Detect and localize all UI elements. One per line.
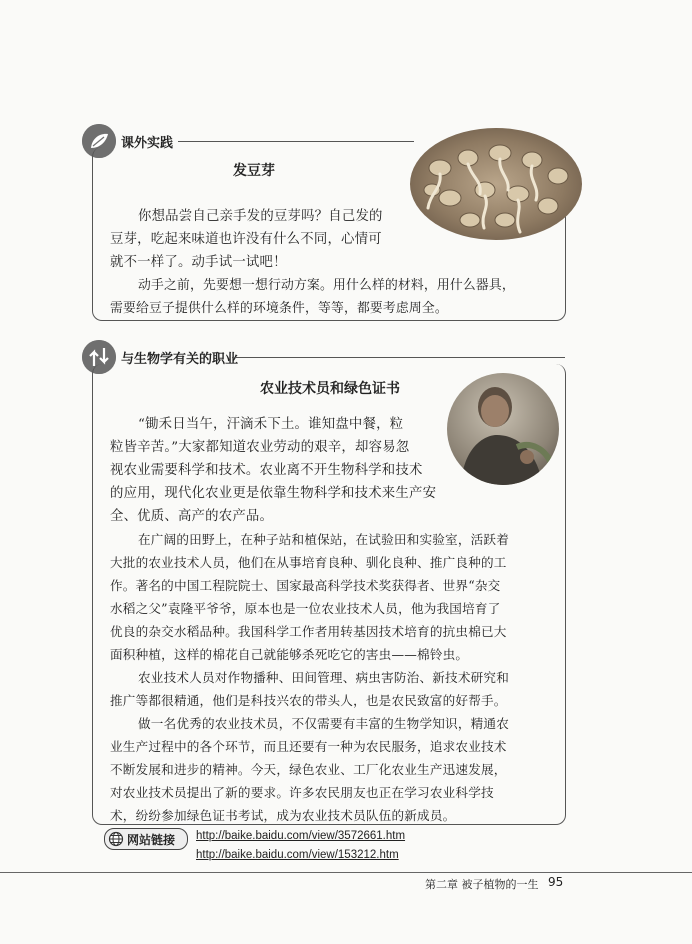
section1-title: 发豆芽: [233, 163, 275, 179]
section2-line-13: 推广等都很精通，他们是科技兴农的带头人，也是农民致富的好帮手。: [110, 693, 507, 708]
section2-line-10: 优良的杂交水稻品种。我国科学工作者用转基因技术培育的抗虫棉已大: [110, 624, 507, 639]
section2-line-2: 粒皆辛苦。”大家都知道农业劳动的艰辛，却容易忽: [110, 440, 410, 455]
section2-header-rule: [232, 357, 565, 358]
section2-title: 农业技术员和绿色证书: [260, 381, 400, 397]
section1-line-2: 豆芽，吃起来味道也许没有什么不同，心情可: [110, 232, 382, 247]
footer-chapter: 第二章 被子植物的一生: [425, 878, 539, 891]
technician-portrait-photo: [447, 373, 559, 485]
section2-line-9: 水稻之父”袁隆平爷爷，原本也是一位农业技术人员，他为我国培育了: [110, 601, 501, 616]
page-number: 95: [548, 875, 564, 889]
weblink-label: 网站链接: [127, 833, 176, 847]
section1-line-4: 动手之前，先要想一想行动方案。用什么样的材料，用什么器具，: [138, 278, 515, 293]
section2-line-4: 的应用，现代化农业更是依靠生物科学和技术来生产安: [110, 486, 437, 501]
section2-line-14: 做一名优秀的农业技术员，不仅需要有丰富的生物学知识，精通农: [138, 716, 510, 731]
section2-header-label: 与生物学有关的职业: [121, 352, 239, 367]
section1-line-5: 需要给豆子提供什么样的环境条件，等等，都要考虑周全。: [110, 301, 448, 316]
section2-line-12: 农业技术人员对作物播种、田间管理、病虫害防治、新技术研究和: [138, 670, 510, 685]
section2-line-16: 不断发展和进步的精神。今天，绿色农业、工厂化农业生产迅速发展，: [110, 762, 507, 777]
section2-line-15: 业生产过程中的各个环节，而且还要有一种为农民服务，追求农业技术: [110, 739, 507, 754]
section2-line-6: 在广阔的田野上，在种子站和植保站，在试验田和实验室，活跃着: [138, 532, 510, 547]
section1-line-1: 你想品尝自己亲手发的豆芽吗？自己发的: [138, 209, 383, 224]
section1-header-rule: [178, 141, 414, 142]
section1-header-label: 课外实践: [121, 136, 174, 151]
section2-line-11: 面积种植，这样的棉花自己就能够杀死吃它的害虫——棉铃虫。: [110, 647, 469, 662]
section2-line-7: 大批的农业技术人员，他们在从事培育良种、驯化良种、推广良种的工: [110, 555, 507, 570]
weblink-url-1[interactable]: http://baike.baidu.com/view/3572661.htm: [196, 830, 406, 842]
section2-line-18: 术，纷纷参加绿色证书考试，成为农业技术员队伍的新成员。: [110, 808, 456, 823]
section2-line-1: “锄禾日当午，汗滴禾下土。谁知盘中餐，粒: [138, 417, 404, 432]
footer-rule: [0, 872, 692, 873]
section2-line-17: 对农业技术员提出了新的要求。许多农民朋友也正在学习农业科学技: [110, 785, 494, 800]
bean-sprouts-photo: [410, 128, 582, 240]
section2-line-3: 视农业需要科学和技术。农业离不开生物科学和技术: [110, 463, 423, 478]
section2-line-8: 作。著名的中国工程院院士、国家最高科学技术奖获得者、世界“杂交: [110, 578, 501, 593]
globe-icon: [108, 831, 124, 847]
section1-line-3: 就不一样了。动手试一试吧！: [110, 255, 287, 270]
weblink-url-2[interactable]: http://baike.baidu.com/view/153212.htm: [196, 849, 399, 861]
weblink-badge: [104, 828, 188, 850]
section2-line-5: 全、优质、高产的农产品。: [110, 509, 274, 524]
